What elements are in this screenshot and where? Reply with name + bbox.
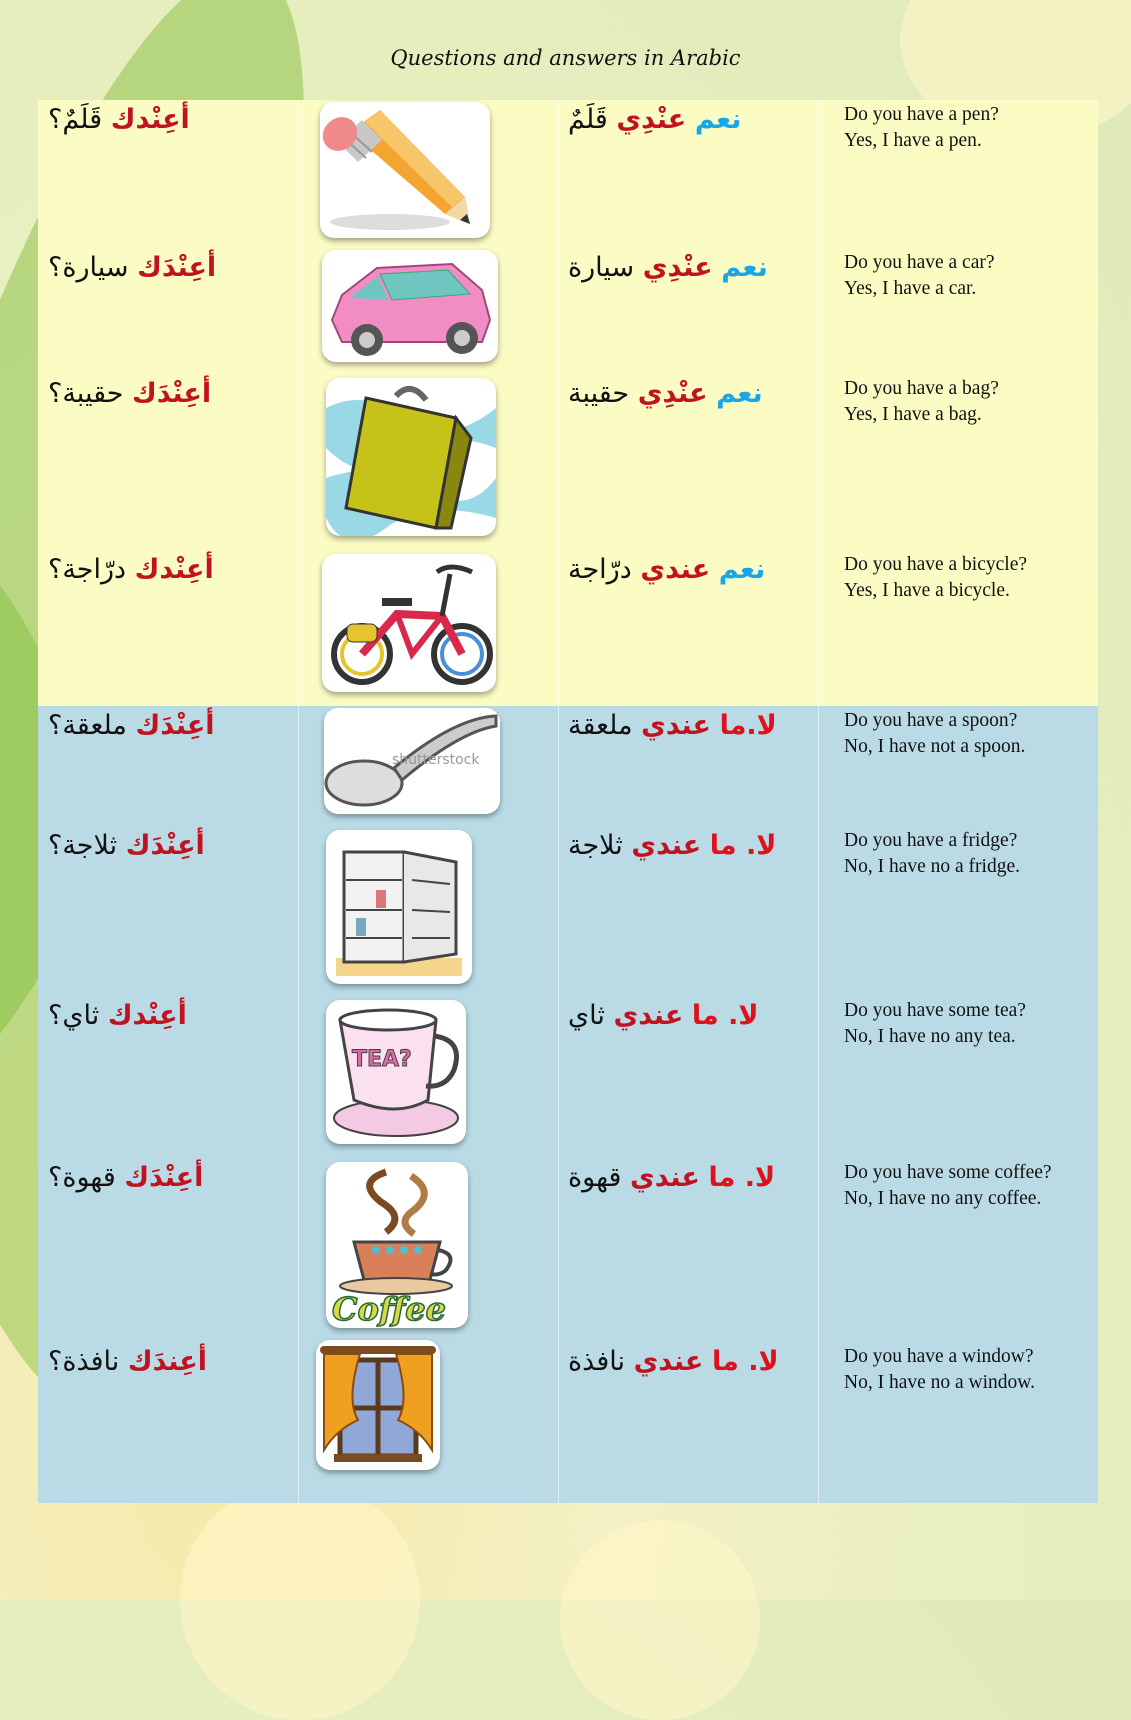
car-icon	[322, 250, 498, 362]
english-answer: Yes, I have a bag.	[844, 404, 982, 425]
answer-noun: سيارة	[568, 252, 635, 283]
fridge-icon	[326, 830, 472, 984]
english-translation	[844, 102, 1096, 154]
arabic-question	[48, 554, 298, 585]
english-question: Do you have a spoon?	[844, 710, 1018, 731]
window-icon	[316, 1340, 440, 1470]
question-keyword: أعِنْدَك	[137, 252, 217, 283]
answer-lead: لا. ما	[708, 1162, 776, 1193]
english-question: Do you have some tea?	[844, 1000, 1026, 1021]
table-row	[38, 100, 1098, 248]
english-question: Do you have a bag?	[844, 378, 999, 399]
english-question: Do you have a fridge?	[844, 830, 1018, 851]
arabic-question	[48, 1162, 298, 1193]
answer-keyword: عندي	[613, 1000, 684, 1031]
question-keyword: أعِنْدَك	[124, 1162, 204, 1193]
answer-keyword: عندي	[633, 1346, 704, 1377]
english-answer: Yes, I have a bicycle.	[844, 580, 1010, 601]
question-noun: سيارة؟	[48, 252, 129, 283]
arabic-answer	[568, 1162, 818, 1193]
answer-keyword: عندي	[631, 830, 702, 861]
answer-keyword: عندي	[630, 1162, 700, 1193]
pencil-icon	[320, 102, 490, 238]
vocab-table	[38, 100, 1098, 1503]
answer-noun: حقيبة	[568, 378, 630, 409]
answer-noun: قَلَمٌ	[568, 104, 608, 135]
answer-keyword: عنْدِي	[637, 378, 708, 409]
arabic-answer	[568, 378, 818, 409]
english-question: Do you have a car?	[844, 252, 995, 273]
answer-lead: لا.ما	[719, 710, 777, 741]
table-row	[38, 248, 1098, 374]
question-noun: حقيبة؟	[48, 378, 124, 409]
answer-lead: نعم	[721, 252, 768, 283]
bag-icon	[326, 378, 496, 536]
answer-lead: نعم	[718, 554, 766, 585]
question-noun: نافذة؟	[48, 1346, 120, 1377]
answer-lead: نعم	[694, 104, 742, 135]
english-translation	[844, 376, 1096, 428]
arabic-answer	[568, 1346, 818, 1377]
answer-keyword: عنْدِي	[616, 104, 687, 135]
table-row	[38, 706, 1098, 826]
question-keyword: أعِنْدَك	[125, 830, 205, 861]
answer-keyword: عنْدِي	[642, 252, 713, 283]
table-row	[38, 1342, 1098, 1503]
answer-keyword: عندي	[640, 554, 711, 585]
arabic-answer	[568, 554, 818, 585]
table-row	[38, 374, 1098, 550]
column-divider	[818, 100, 819, 1503]
table-row	[38, 826, 1098, 996]
page-title: Questions and answers in Arabic	[390, 46, 741, 70]
english-question: Do you have a bicycle?	[844, 554, 1028, 575]
question-noun: درّاجة؟	[48, 554, 127, 585]
english-question: Do you have some coffee?	[844, 1162, 1052, 1183]
answer-noun: قهوة	[568, 1162, 622, 1193]
answer-noun: درّاجة	[568, 554, 632, 585]
spoon-icon	[324, 708, 500, 814]
coffee-label: Coffee	[332, 1290, 446, 1328]
english-question: Do you have a pen?	[844, 104, 999, 125]
english-translation	[844, 552, 1096, 604]
answer-lead: لا. ما	[711, 1346, 779, 1377]
question-noun: ملعقة؟	[48, 710, 127, 741]
question-noun: ثاي؟	[48, 1000, 100, 1031]
question-noun: قهوة؟	[48, 1162, 116, 1193]
answer-lead: نعم	[716, 378, 763, 409]
arabic-question	[48, 252, 298, 283]
spoon-watermark: shutterstock	[392, 752, 480, 768]
question-keyword: أعِنْدك	[110, 104, 190, 135]
question-keyword: أعِنْدك	[134, 554, 214, 585]
table-row	[38, 550, 1098, 706]
english-question: Do you have a window?	[844, 1346, 1034, 1367]
english-answer: Yes, I have a pen.	[844, 130, 982, 151]
background-bokeh	[180, 1480, 420, 1720]
column-divider	[298, 100, 299, 1503]
arabic-question	[48, 104, 298, 135]
background-bokeh	[560, 1520, 760, 1720]
answer-noun: نافذة	[568, 1346, 625, 1377]
table-row	[38, 996, 1098, 1158]
english-translation	[844, 828, 1096, 880]
bicycle-icon	[322, 554, 496, 692]
question-keyword: أعِندَك	[127, 1346, 207, 1377]
answer-noun: ملعقة	[568, 710, 633, 741]
arabic-answer	[568, 710, 818, 741]
arabic-answer	[568, 252, 818, 283]
arabic-question	[48, 1346, 298, 1377]
arabic-question	[48, 1000, 298, 1031]
english-answer: No, I have not a spoon.	[844, 736, 1026, 757]
english-translation	[844, 250, 1096, 302]
english-translation	[844, 1344, 1096, 1396]
question-keyword: أعِنْدَك	[132, 378, 212, 409]
answer-keyword: عندي	[641, 710, 711, 741]
english-answer: No, I have no any tea.	[844, 1026, 1016, 1047]
arabic-question	[48, 830, 298, 861]
english-answer: Yes, I have a car.	[844, 278, 977, 299]
answer-lead: لا. ما	[691, 1000, 759, 1031]
answer-lead: لا. ما	[709, 830, 777, 861]
tea-cup-icon	[326, 1000, 466, 1144]
english-answer: No, I have no any coffee.	[844, 1188, 1042, 1209]
arabic-answer	[568, 830, 818, 861]
question-keyword: أعِنْدك	[107, 1000, 187, 1031]
arabic-answer	[568, 104, 818, 135]
answer-noun: ثاي	[568, 1000, 605, 1031]
table-row	[38, 1158, 1098, 1342]
arabic-answer	[568, 1000, 818, 1031]
question-noun: قَلَمٌ؟	[48, 104, 103, 135]
english-translation	[844, 1160, 1096, 1212]
english-translation	[844, 998, 1096, 1050]
english-answer: No, I have no a fridge.	[844, 856, 1020, 877]
column-divider	[558, 100, 559, 1503]
english-translation	[844, 708, 1096, 760]
arabic-question	[48, 378, 298, 409]
english-answer: No, I have no a window.	[844, 1372, 1035, 1393]
tea-label: TEA?	[352, 1047, 412, 1072]
question-keyword: أعِنْدَك	[135, 710, 215, 741]
coffee-icon	[326, 1162, 468, 1328]
question-noun: ثلاجة؟	[48, 830, 118, 861]
arabic-question	[48, 710, 298, 741]
answer-noun: ثلاجة	[568, 830, 623, 861]
